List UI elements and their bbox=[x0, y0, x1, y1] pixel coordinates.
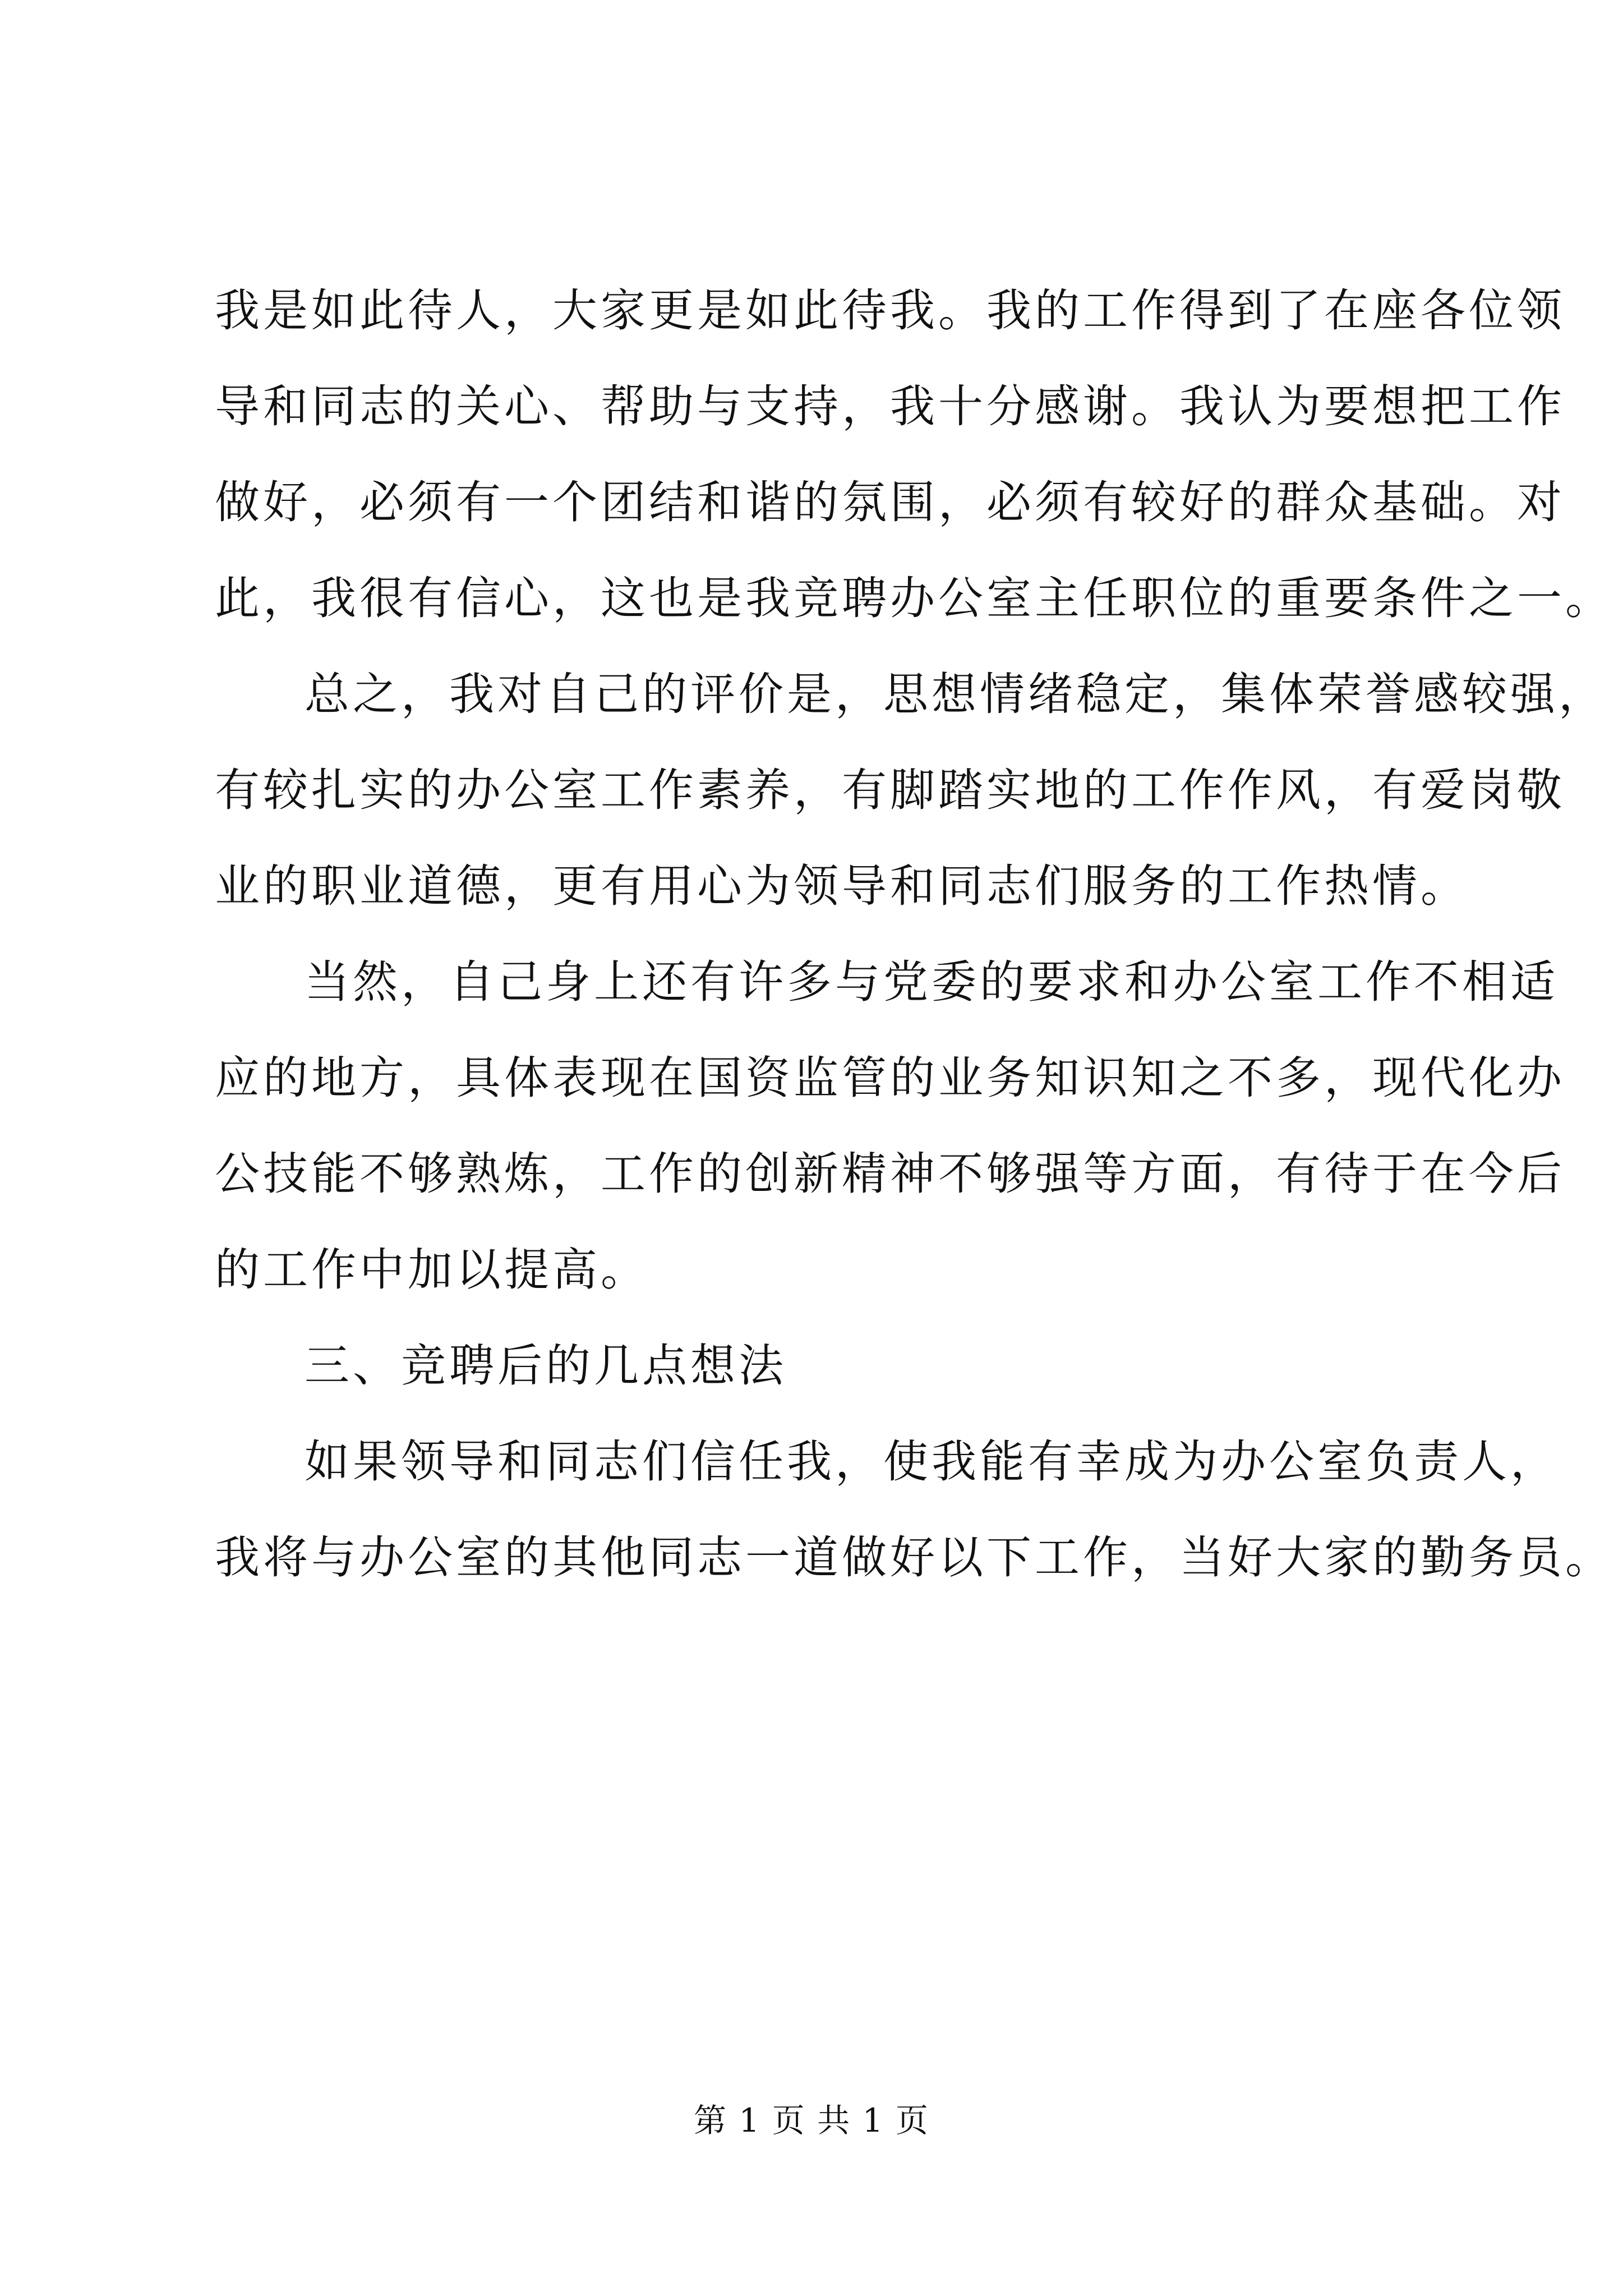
paragraph-first-line: 总之，我对自己的评价是，思想情绪稳定，集体荣誉感较强， bbox=[305, 668, 1607, 720]
text-line: 我是如此待人，大家更是如此待我。我的工作得到了在座各位领 bbox=[215, 284, 1565, 337]
text-line: 此，我很有信心，这也是我竞聘办公室主任职位的重要条件之一。 bbox=[215, 572, 1613, 624]
page-number-footer: 第 1 页 共 1 页 bbox=[694, 2101, 929, 2139]
text-line: 我将与办公室的其他同志一道做好以下工作，当好大家的勤务员。 bbox=[215, 1531, 1613, 1584]
paragraph-first-line: 当然，自己身上还有许多与党委的要求和办公室工作不相适 bbox=[305, 956, 1559, 1008]
text-line: 有较扎实的办公室工作素养，有脚踏实地的工作作风，有爱岗敬 bbox=[215, 764, 1565, 816]
text-line: 应的地方，具体表现在国资监管的业务知识知之不多，现代化办 bbox=[215, 1052, 1565, 1104]
text-line: 公技能不够熟炼，工作的创新精神不够强等方面，有待于在今后 bbox=[215, 1148, 1565, 1200]
text-line: 的工作中加以提高。 bbox=[215, 1244, 649, 1296]
text-line: 业的职业道德，更有用心为领导和同志们服务的工作热情。 bbox=[215, 860, 1469, 912]
text-line: 做好，必须有一个团结和谐的氛围，必须有较好的群众基础。对 bbox=[215, 476, 1565, 528]
paragraph-first-line: 如果领导和同志们信任我，使我能有幸成为办公室负责人， bbox=[305, 1435, 1559, 1488]
body-text bbox=[215, 263, 1613, 1605]
text-line: 导和同志的关心、帮助与支持，我十分感谢。我认为要想把工作 bbox=[215, 380, 1565, 432]
section-heading: 三、竞聘后的几点想法 bbox=[305, 1340, 787, 1392]
